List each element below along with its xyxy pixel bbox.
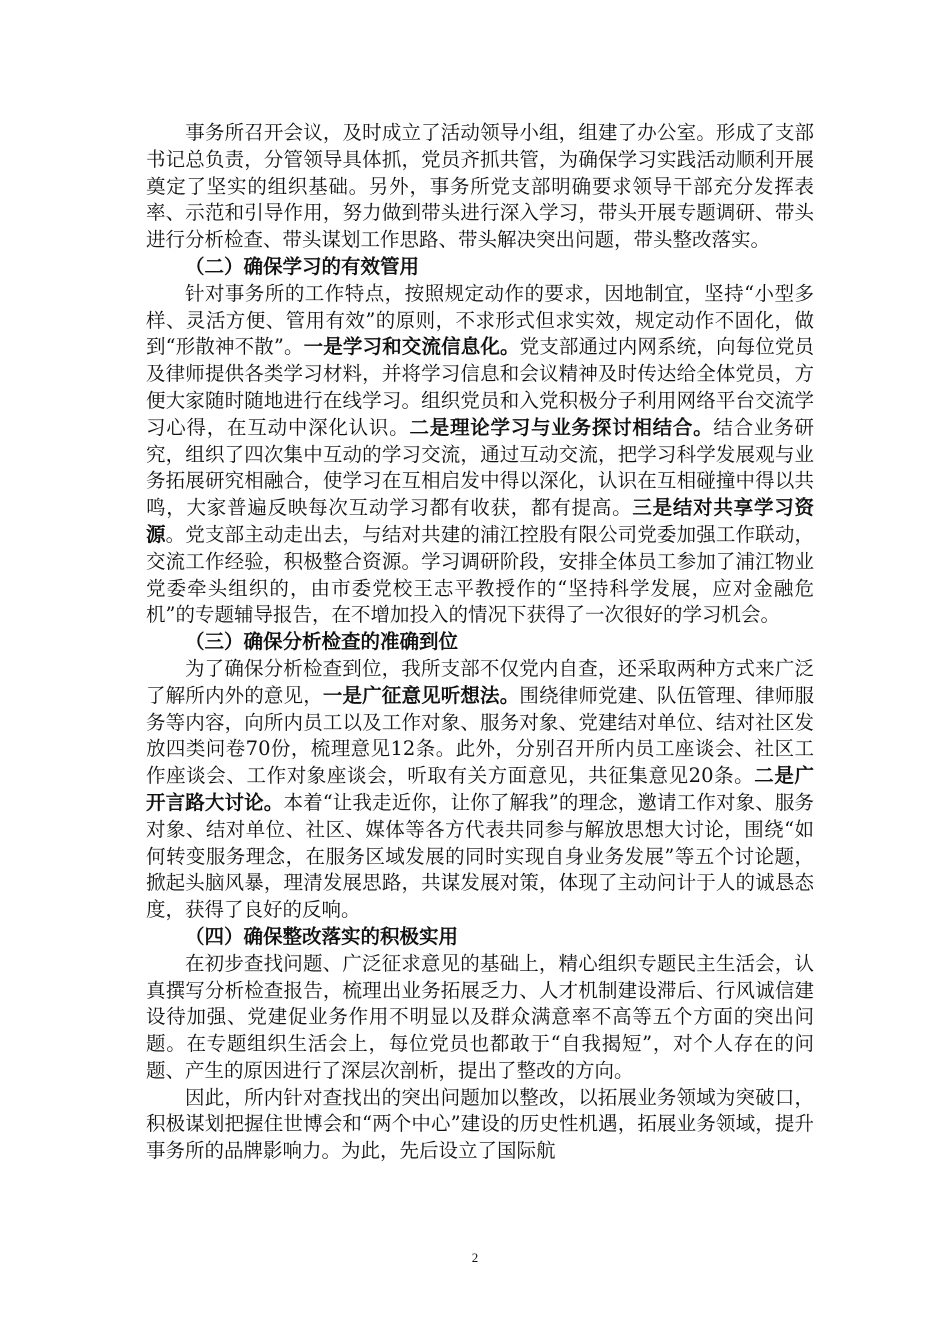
- text-run: 为了确保分析检查到位，我所支部不仅党内自查，还采取两种方式来广泛了解所内外的意见，: [146, 656, 814, 707]
- text-run: 党支部通过内网系统，向每位党员及律师提供各类学习材料，并将学习信息和会议精神及时传达给全体党员，方便大家随时随地进行在线学习。组织党员和入党积极分子利用网络平台交流学习心得，在互动中深化认识。: [146, 335, 814, 439]
- bold-text-run: 一是广征意见听想法。: [322, 683, 520, 707]
- text-run: 围绕律师党建、队伍管理、律师服务等内容，向所内员工以及工作对象、服务对象、党建结对单位、结对社区发放四类问卷70份，梳理意见12条。此外，分别召开所内员工座谈会、社区工作座谈会、工作对象座谈会，听取有关方面意见，共征集意见20条。: [146, 683, 814, 788]
- bold-text-run: 二是理论学习与业务探讨相结合。: [409, 415, 714, 439]
- text-run: 。党支部主动走出去，与结对共建的浦江控股有限公司党委加强工作联动，交流工作经验，积极整合资源。学习调研阶段，安排全体员工参加了浦江物业党委牵头组织的，由市委党校王志平教授作的“坚持科学发展，应对金融危机”的专题辅导报告，在不增加投入的情况下获得了一次很好的学习机会。: [146, 522, 814, 627]
- bold-text-run: 三是结对共享学习资源: [146, 496, 814, 546]
- section-heading-3: （三）确保分析检查的准确到位: [185, 630, 459, 654]
- paragraph-2: [146, 281, 814, 629]
- page-number: 2: [471, 1250, 479, 1265]
- paragraph-1: [146, 120, 814, 254]
- text-run: 因此，所内针对查找出的突出问题加以整改，以拓展业务领域为突破口，积极谋划把握住世博会和“两个中心”建设的历史性机遇，拓展业务领域，提升事务所的品牌影响力。为此，先后设立了国际航: [146, 1085, 814, 1163]
- paragraph-5: [146, 1085, 814, 1165]
- bold-text-run: 一是学习和交流信息化。: [303, 335, 520, 359]
- text-run: 事务所召开会议，及时成立了活动领导小组，组建了办公室。形成了支部书记总负责，分管领导具体抓，党员齐抓共管，为确保学习实践活动顺利开展奠定了坚实的组织基础。另外，事务所党支部明确要求领导干部充分发挥表率、示范和引导作用，努力做到带头进行深入学习，带头开展专题调研、带头进行分析检查、带头谋划工作思路、带头解决突出问题，带头整改落实。: [146, 121, 814, 252]
- section-heading-4: （四）确保整改落实的积极实用: [185, 924, 459, 948]
- text-run: 本着“让我走近你，让你了解我”的理念，邀请工作对象、服务对象、结对单位、社区、媒体等各方代表共同参与解放思想大讨论，围绕“如何转变服务理念，在服务区域发展的同时实现自身业务发展”等五个讨论题，掀起头脑风暴，理清发展思路，共谋发展对策，体现了主动问计于人的诚恳态度，获得了良好的反响。: [146, 790, 814, 922]
- text-run: 在初步查找问题、广泛征求意见的基础上，精心组织专题民主生活会，认真撰写分析检查报告，梳理出业务拓展乏力、人才机制建设滞后、行风诚信建设待加强、党建促业务作用不明显以及群众满意率不高等五个方面的突出问题。在专题组织生活会上，每位党员也都敢于“自我揭短”，对个人存在的问题、产生的原因进行了深层次剖析，提出了整改的方向。: [146, 951, 814, 1082]
- paragraph-4: [146, 951, 814, 1085]
- document-body: [146, 120, 814, 1165]
- paragraph-3: [146, 656, 814, 924]
- section-heading-2: （二）确保学习的有效管用: [185, 254, 420, 278]
- text-run: 针对事务所的工作特点，按照规定动作的要求，因地制宜，坚持“小型多样、灵活方便、管用有效”的原则，不求形式但求实效，规定动作不固化，做到“形散神不散”。: [146, 281, 814, 359]
- bold-text-run: 二是广开言路大讨论。: [146, 764, 814, 814]
- text-run: 结合业务研究，组织了四次集中互动的学习交流，通过互动交流，把学习科学发展观与业务拓展研究相融合，使学习在互相启发中得以深化，认识在互相碰撞中得以共鸣，大家普遍反映每次互动学习都有收获，都有提高。: [146, 415, 814, 520]
